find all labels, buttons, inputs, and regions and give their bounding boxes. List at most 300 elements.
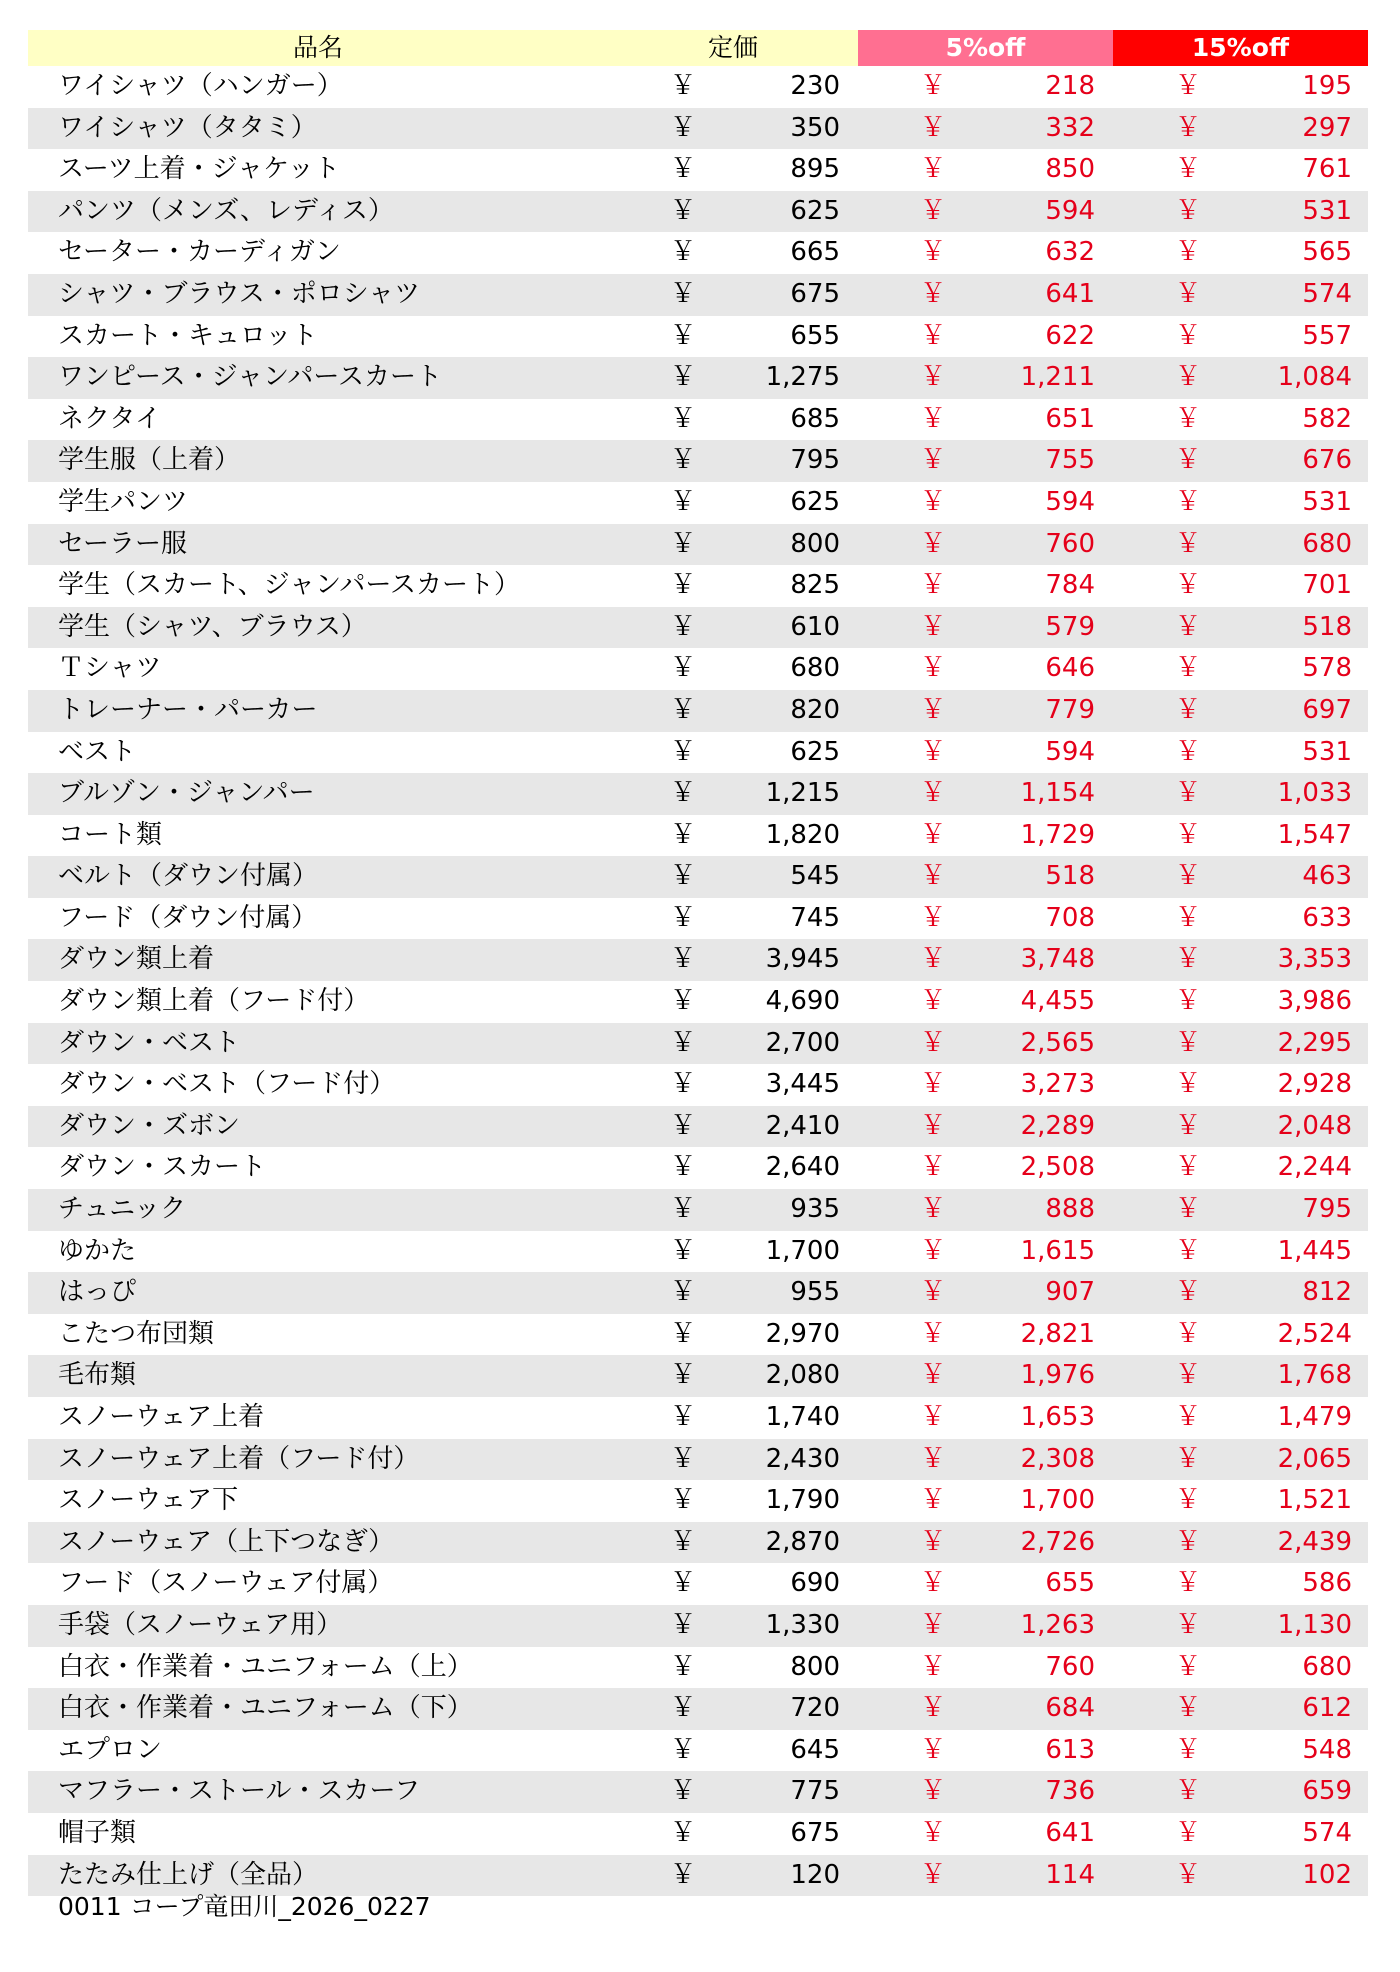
discount-15-value: 557 — [1302, 320, 1352, 351]
table-row — [28, 607, 1368, 649]
table-row — [28, 482, 1368, 524]
yen-sign: ￥ — [920, 986, 947, 1017]
price-cell — [608, 1605, 858, 1647]
discount-5-value: 1,263 — [1020, 1609, 1095, 1640]
price-value: 820 — [790, 694, 840, 725]
discount-15-cell — [1113, 815, 1368, 857]
item-name: 学生パンツ — [58, 486, 189, 517]
yen-sign: ￥ — [670, 861, 697, 892]
price-value: 2,410 — [765, 1110, 840, 1141]
price-cell — [608, 524, 858, 566]
yen-sign: ￥ — [920, 861, 947, 892]
yen-sign: ￥ — [670, 653, 697, 684]
table-row — [28, 357, 1368, 399]
yen-sign: ￥ — [1175, 486, 1202, 517]
discount-5-value: 1,976 — [1020, 1360, 1095, 1391]
discount-15-cell — [1113, 357, 1368, 399]
table-row — [28, 1023, 1368, 1065]
yen-sign: ￥ — [920, 1485, 947, 1516]
discount-5-cell — [858, 1813, 1113, 1855]
discount-15-value: 680 — [1302, 528, 1352, 559]
discount-5-cell — [858, 690, 1113, 732]
header-price: 定価 — [608, 30, 858, 66]
discount-15-cell — [1113, 316, 1368, 358]
discount-5-cell — [858, 232, 1113, 274]
yen-sign: ￥ — [1175, 1194, 1202, 1225]
discount-5-value: 3,748 — [1020, 944, 1095, 975]
discount-5-value: 4,455 — [1020, 986, 1095, 1017]
discount-5-cell — [858, 1064, 1113, 1106]
header-name: 品名 — [28, 30, 608, 66]
price-cell — [608, 274, 858, 316]
yen-sign: ￥ — [920, 1069, 947, 1100]
price-table — [28, 30, 1368, 1896]
yen-sign: ￥ — [670, 902, 697, 933]
yen-sign: ￥ — [1175, 528, 1202, 559]
discount-15-cell — [1113, 1813, 1368, 1855]
discount-5-value: 760 — [1045, 528, 1095, 559]
yen-sign: ￥ — [920, 528, 947, 559]
discount-15-cell — [1113, 1106, 1368, 1148]
yen-sign: ￥ — [670, 1859, 697, 1890]
discount-5-value: 594 — [1045, 195, 1095, 226]
price-value: 2,870 — [765, 1526, 840, 1557]
yen-sign: ￥ — [920, 320, 947, 351]
price-cell — [608, 1771, 858, 1813]
discount-5-cell — [858, 357, 1113, 399]
table-row — [28, 1106, 1368, 1148]
yen-sign: ￥ — [920, 1609, 947, 1640]
table-row — [28, 1688, 1368, 1730]
discount-5-cell — [858, 898, 1113, 940]
item-name: 白衣・作業着・ユニフォーム（上） — [58, 1651, 473, 1682]
price-value: 1,820 — [765, 819, 840, 850]
discount-5-value: 2,821 — [1020, 1318, 1095, 1349]
table-row — [28, 524, 1368, 566]
yen-sign: ￥ — [1175, 1693, 1202, 1724]
discount-5-cell — [858, 815, 1113, 857]
discount-5-value: 641 — [1045, 1817, 1095, 1848]
price-value: 775 — [790, 1776, 840, 1807]
price-value: 665 — [790, 237, 840, 268]
discount-15-cell — [1113, 1605, 1368, 1647]
yen-sign: ￥ — [670, 1235, 697, 1266]
price-value: 3,945 — [765, 944, 840, 975]
discount-5-cell — [858, 1563, 1113, 1605]
price-value: 2,970 — [765, 1318, 840, 1349]
discount-15-value: 2,295 — [1277, 1027, 1352, 1058]
yen-sign: ￥ — [670, 528, 697, 559]
discount-15-cell — [1113, 399, 1368, 441]
yen-sign: ￥ — [670, 1277, 697, 1308]
discount-5-value: 2,308 — [1020, 1443, 1095, 1474]
discount-15-value: 659 — [1302, 1776, 1352, 1807]
discount-5-value: 888 — [1045, 1194, 1095, 1225]
discount-5-cell — [858, 66, 1113, 108]
yen-sign: ￥ — [920, 1693, 947, 1724]
table-row — [28, 1771, 1368, 1813]
table-row — [28, 1813, 1368, 1855]
item-name: ワイシャツ（タタミ） — [58, 112, 317, 143]
table-row — [28, 274, 1368, 316]
table-row — [28, 399, 1368, 441]
discount-5-cell — [858, 524, 1113, 566]
discount-15-value: 297 — [1302, 112, 1352, 143]
yen-sign: ￥ — [920, 611, 947, 642]
discount-15-cell — [1113, 1771, 1368, 1813]
item-name: 学生（スカート、ジャンパースカート） — [58, 570, 521, 601]
discount-15-value: 102 — [1302, 1859, 1352, 1890]
price-cell — [608, 1272, 858, 1314]
price-value: 1,215 — [765, 778, 840, 809]
yen-sign: ￥ — [920, 112, 947, 143]
discount-15-cell — [1113, 1189, 1368, 1231]
discount-5-cell — [858, 732, 1113, 774]
discount-5-cell — [858, 1023, 1113, 1065]
discount-5-value: 622 — [1045, 320, 1095, 351]
item-name: たたみ仕上げ（全品） — [58, 1859, 319, 1890]
discount-5-value: 646 — [1045, 653, 1095, 684]
table-row — [28, 1397, 1368, 1439]
price-cell — [608, 1647, 858, 1689]
price-cell — [608, 1106, 858, 1148]
discount-15-cell — [1113, 1272, 1368, 1314]
item-name: ダウン類上着 — [58, 944, 215, 975]
discount-5-value: 907 — [1045, 1277, 1095, 1308]
yen-sign: ￥ — [920, 1402, 947, 1432]
yen-sign: ￥ — [920, 1568, 947, 1599]
item-name: コート類 — [58, 819, 163, 850]
discount-5-value: 850 — [1045, 154, 1095, 185]
yen-sign: ￥ — [1175, 986, 1202, 1017]
yen-sign: ￥ — [920, 902, 947, 933]
discount-15-value: 574 — [1302, 278, 1352, 309]
price-value: 625 — [790, 486, 840, 517]
price-cell — [608, 856, 858, 898]
discount-15-value: 676 — [1302, 445, 1352, 476]
price-cell — [608, 815, 858, 857]
table-body — [28, 66, 1368, 1896]
discount-15-cell — [1113, 690, 1368, 732]
yen-sign: ￥ — [920, 1152, 947, 1183]
price-value: 120 — [790, 1859, 840, 1890]
yen-sign: ￥ — [1175, 1776, 1202, 1807]
yen-sign: ￥ — [920, 71, 947, 101]
price-cell — [608, 1314, 858, 1356]
discount-15-cell — [1113, 607, 1368, 649]
discount-5-value: 594 — [1045, 736, 1095, 767]
yen-sign: ￥ — [1175, 1485, 1202, 1516]
discount-15-cell — [1113, 191, 1368, 233]
discount-15-cell — [1113, 482, 1368, 524]
yen-sign: ￥ — [670, 445, 697, 476]
discount-5-value: 1,729 — [1020, 819, 1095, 850]
discount-15-value: 3,353 — [1277, 944, 1352, 975]
table-row — [28, 316, 1368, 358]
discount-15-cell — [1113, 108, 1368, 150]
yen-sign: ￥ — [670, 1110, 697, 1141]
discount-5-value: 2,565 — [1020, 1027, 1095, 1058]
item-name: トレーナー・パーカー — [58, 694, 318, 725]
yen-sign: ￥ — [670, 1485, 697, 1516]
price-value: 1,330 — [765, 1609, 840, 1640]
discount-15-value: 1,768 — [1277, 1360, 1352, 1391]
table-row — [28, 149, 1368, 191]
item-name: チュニック — [58, 1194, 187, 1225]
item-name: ダウン類上着（フード付） — [58, 986, 370, 1017]
table-row — [28, 815, 1368, 857]
price-value: 2,080 — [765, 1360, 840, 1391]
discount-15-value: 531 — [1302, 736, 1352, 767]
discount-15-value: 680 — [1302, 1651, 1352, 1682]
price-cell — [608, 66, 858, 108]
table-row — [28, 1189, 1368, 1231]
table-row — [28, 1314, 1368, 1356]
price-cell — [608, 1813, 858, 1855]
table-row — [28, 898, 1368, 940]
yen-sign: ￥ — [670, 1027, 697, 1058]
discount-15-cell — [1113, 1147, 1368, 1189]
discount-15-cell — [1113, 1688, 1368, 1730]
discount-15-value: 761 — [1302, 154, 1352, 185]
item-name: パンツ（メンズ、レディス） — [58, 195, 394, 226]
discount-15-value: 582 — [1302, 403, 1352, 434]
price-value: 610 — [790, 611, 840, 642]
yen-sign: ￥ — [920, 237, 947, 268]
yen-sign: ￥ — [920, 1360, 947, 1391]
discount-5-value: 655 — [1045, 1568, 1095, 1599]
yen-sign: ￥ — [1175, 195, 1202, 226]
price-value: 2,700 — [765, 1027, 840, 1058]
yen-sign: ￥ — [1175, 653, 1202, 684]
table-row — [28, 1730, 1368, 1772]
price-cell — [608, 482, 858, 524]
table-header — [28, 30, 1368, 66]
yen-sign: ￥ — [920, 154, 947, 185]
discount-15-value: 565 — [1302, 237, 1352, 268]
item-name: スノーウェア下 — [58, 1485, 239, 1516]
yen-sign: ￥ — [670, 1318, 697, 1349]
table-row — [28, 773, 1368, 815]
discount-15-cell — [1113, 1023, 1368, 1065]
discount-5-value: 594 — [1045, 486, 1095, 517]
item-name: 手袋（スノーウェア用） — [58, 1609, 343, 1640]
yen-sign: ￥ — [670, 486, 697, 517]
discount-15-value: 3,986 — [1277, 986, 1352, 1017]
item-name: マフラー・ストール・スカーフ — [58, 1776, 421, 1807]
yen-sign: ￥ — [670, 1734, 697, 1765]
yen-sign: ￥ — [920, 944, 947, 975]
yen-sign: ￥ — [670, 1609, 697, 1640]
price-value: 795 — [790, 445, 840, 476]
discount-5-cell — [858, 274, 1113, 316]
discount-15-value: 795 — [1302, 1194, 1352, 1225]
discount-15-cell — [1113, 981, 1368, 1023]
item-name: ベスト — [58, 736, 137, 767]
table-row — [28, 1064, 1368, 1106]
yen-sign: ￥ — [920, 1110, 947, 1141]
table-row — [28, 191, 1368, 233]
price-cell — [608, 191, 858, 233]
discount-5-value: 1,700 — [1020, 1485, 1095, 1516]
discount-5-cell — [858, 1647, 1113, 1689]
item-name: ブルゾン・ジャンパー — [58, 778, 315, 809]
yen-sign: ￥ — [920, 1651, 947, 1682]
discount-15-value: 531 — [1302, 486, 1352, 517]
item-name: はっぴ — [58, 1277, 137, 1308]
item-name: こたつ布団類 — [58, 1318, 215, 1349]
price-value: 625 — [790, 195, 840, 226]
discount-5-value: 332 — [1045, 112, 1095, 143]
discount-5-cell — [858, 1480, 1113, 1522]
yen-sign: ￥ — [1175, 1402, 1202, 1432]
item-name: スーツ上着・ジャケット — [58, 154, 340, 185]
header-discount-5: 5%off — [858, 30, 1113, 66]
yen-sign: ￥ — [670, 195, 697, 226]
yen-sign: ￥ — [670, 1776, 697, 1807]
discount-15-value: 2,524 — [1277, 1318, 1352, 1349]
price-cell — [608, 1355, 858, 1397]
table-row — [28, 232, 1368, 274]
price-cell — [608, 108, 858, 150]
discount-15-value: 1,521 — [1277, 1485, 1352, 1516]
table-row — [28, 108, 1368, 150]
discount-15-cell — [1113, 524, 1368, 566]
discount-5-value: 518 — [1045, 861, 1095, 892]
price-cell — [608, 898, 858, 940]
item-name: フード（スノーウェア付属） — [58, 1568, 394, 1599]
price-value: 655 — [790, 320, 840, 351]
yen-sign: ￥ — [670, 570, 697, 601]
price-cell — [608, 149, 858, 191]
discount-15-cell — [1113, 1397, 1368, 1439]
yen-sign: ￥ — [670, 986, 697, 1017]
price-value: 1,275 — [765, 362, 840, 393]
discount-5-cell — [858, 1314, 1113, 1356]
yen-sign: ￥ — [920, 1277, 947, 1308]
discount-5-cell — [858, 1272, 1113, 1314]
discount-15-cell — [1113, 232, 1368, 274]
yen-sign: ￥ — [670, 112, 697, 143]
discount-15-cell — [1113, 1355, 1368, 1397]
yen-sign: ￥ — [1175, 819, 1202, 850]
price-value: 895 — [790, 154, 840, 185]
price-value: 230 — [790, 71, 840, 101]
item-name: Ｔシャツ — [58, 653, 162, 684]
discount-15-value: 531 — [1302, 195, 1352, 226]
discount-5-cell — [858, 1355, 1113, 1397]
yen-sign: ￥ — [670, 154, 697, 185]
discount-5-cell — [858, 1189, 1113, 1231]
discount-5-value: 579 — [1045, 611, 1095, 642]
yen-sign: ￥ — [1175, 944, 1202, 975]
yen-sign: ￥ — [920, 1526, 947, 1557]
yen-sign: ￥ — [670, 71, 697, 101]
price-value: 690 — [790, 1568, 840, 1599]
table-row — [28, 1605, 1368, 1647]
yen-sign: ￥ — [1175, 154, 1202, 185]
price-cell — [608, 981, 858, 1023]
yen-sign: ￥ — [920, 278, 947, 309]
price-value: 545 — [790, 861, 840, 892]
item-name: シャツ・ブラウス・ポロシャツ — [58, 278, 421, 309]
discount-15-cell — [1113, 1563, 1368, 1605]
discount-15-cell — [1113, 856, 1368, 898]
table-row — [28, 66, 1368, 108]
price-value: 955 — [790, 1277, 840, 1308]
discount-15-value: 2,928 — [1277, 1069, 1352, 1100]
price-cell — [608, 1189, 858, 1231]
yen-sign: ￥ — [920, 445, 947, 476]
yen-sign: ￥ — [1175, 570, 1202, 601]
yen-sign: ￥ — [920, 1776, 947, 1807]
table-row — [28, 1355, 1368, 1397]
yen-sign: ￥ — [920, 1859, 947, 1890]
discount-15-value: 548 — [1302, 1734, 1352, 1765]
yen-sign: ￥ — [1175, 1069, 1202, 1100]
table-row — [28, 1439, 1368, 1481]
item-name: 学生（シャツ、ブラウス） — [58, 611, 367, 642]
item-name: エプロン — [58, 1734, 163, 1765]
yen-sign: ￥ — [1175, 445, 1202, 476]
discount-15-value: 1,033 — [1277, 778, 1352, 809]
discount-5-value: 1,615 — [1020, 1235, 1095, 1266]
discount-15-cell — [1113, 1439, 1368, 1481]
yen-sign: ￥ — [670, 1526, 697, 1557]
price-cell — [608, 1688, 858, 1730]
yen-sign: ￥ — [920, 1734, 947, 1765]
yen-sign: ￥ — [670, 736, 697, 767]
discount-5-cell — [858, 1231, 1113, 1273]
table-row — [28, 939, 1368, 981]
price-value: 2,640 — [765, 1152, 840, 1183]
item-name: 白衣・作業着・ユニフォーム（下） — [58, 1693, 473, 1724]
discount-15-value: 463 — [1302, 861, 1352, 892]
discount-5-value: 1,653 — [1020, 1402, 1095, 1432]
price-value: 625 — [790, 736, 840, 767]
yen-sign: ￥ — [670, 819, 697, 850]
yen-sign: ￥ — [1175, 778, 1202, 809]
item-name: セーラー服 — [58, 528, 187, 559]
price-cell — [608, 1730, 858, 1772]
yen-sign: ￥ — [1175, 278, 1202, 309]
item-name: スノーウェア上着（フード付） — [58, 1443, 420, 1474]
discount-15-cell — [1113, 1647, 1368, 1689]
discount-5-value: 3,273 — [1020, 1069, 1095, 1100]
discount-5-value: 684 — [1045, 1693, 1095, 1724]
discount-15-cell — [1113, 565, 1368, 607]
discount-15-cell — [1113, 732, 1368, 774]
discount-15-value: 195 — [1302, 71, 1352, 101]
discount-15-cell — [1113, 1064, 1368, 1106]
discount-5-value: 2,508 — [1020, 1152, 1095, 1183]
discount-5-value: 632 — [1045, 237, 1095, 268]
table-row — [28, 1522, 1368, 1564]
yen-sign: ￥ — [920, 1235, 947, 1266]
price-value: 2,430 — [765, 1443, 840, 1474]
discount-5-cell — [858, 565, 1113, 607]
table-row — [28, 981, 1368, 1023]
discount-5-cell — [858, 1106, 1113, 1148]
item-name: フード（ダウン付属） — [58, 902, 318, 933]
yen-sign: ￥ — [920, 736, 947, 767]
discount-5-value: 651 — [1045, 403, 1095, 434]
yen-sign: ￥ — [920, 819, 947, 850]
discount-15-value: 701 — [1302, 570, 1352, 601]
discount-15-cell — [1113, 1231, 1368, 1273]
discount-5-cell — [858, 1730, 1113, 1772]
discount-5-cell — [858, 440, 1113, 482]
